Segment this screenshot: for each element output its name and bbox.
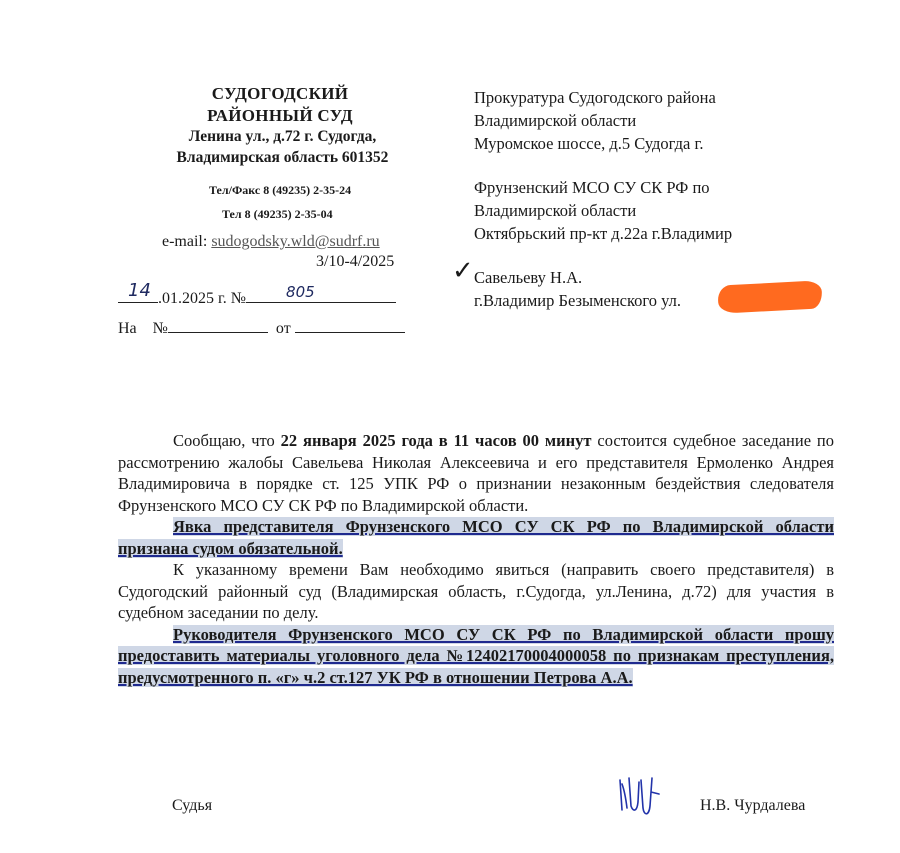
date-day-blank [118,280,158,303]
attendance-required-text: Явка представителя Фрунзенского МСО СУ СК РФ по Владимирской области признана судом обязательной. [118,517,834,558]
recipient-investigation [474,176,732,245]
reply-reference-line [118,318,405,338]
recipient-prosecutor-line1: Прокуратура Судогодского района [474,88,716,107]
court-address-line2: Владимирская область 601352 [176,149,389,166]
email-label: e-mail: [162,233,212,250]
recipient-investigation-line1: Фрунзенский МСО СУ СК РФ по [474,178,710,197]
reply-prefix: На [118,320,137,337]
email-link[interactable]: sudogodsky.wld@sudrf.ru [211,233,380,250]
recipient-prosecutor-line2: Владимирской области [474,111,637,130]
handwritten-signature-icon [615,772,665,822]
recipient-applicant-line1: Савельеву Н.А. [474,268,583,287]
reply-number-label: № [152,320,168,337]
handwritten-number: 805 [286,283,315,301]
recipient-applicant-line2: г.Владимир Безыменского ул. [474,291,682,310]
reply-number-blank [168,318,268,333]
court-phone: Тел 8 (49235) 2-35-04 [222,207,333,221]
paragraph-attendance-required [118,516,834,559]
court-name-line1: СУДОГОДСКИЙ [211,84,349,103]
reply-date-blank [295,318,405,333]
judge-name: Н.В. Чурдалева [700,797,806,814]
letter-body [118,430,834,688]
court-address-line1: Ленина ул., д.72 г. Судогда, [188,128,377,145]
court-phone-fax: Тел/Факс 8 (49235) 2-35-24 [209,183,352,197]
reply-from-label: от [275,320,291,337]
p1-rest: состоится судебное заседание по рассмотрению жалобы Савельева Николая Алексеевича и его представителя Ермоленко Андрея Владимировича в порядке ст. 125 УПК РФ о признании незаконным бездействия следователя Фрунзенского МСО СУ СК РФ по Владимирской области. [118,431,834,515]
date-suffix: .01.2025 г. № [158,290,247,307]
redaction-mark [717,280,822,313]
hearing-datetime: 22 января 2025 года в 11 часов 00 минут [280,431,592,450]
materials-request-text: Руководителя Фрунзенского МСО СУ СК РФ по Владимирской области прошу предоставить материалы уголовного дела №12402170004000058 по признакам преступления, предусмотренного п. «г» ч.2 ст.127 УК РФ в отношении Петрова А.А. [118,624,834,687]
recipient-prosecutor [474,86,716,155]
paragraph-appear-instructions: К указанному времени Вам необходимо явиться (направить своего представителя) в Судогодский районный суд (Владимирская область, г.Судогда, ул.Ленина, д.72) для участия в судебном заседании по делу. [118,560,834,622]
paragraph-materials-request [118,624,834,689]
handwritten-day: 14 [128,280,151,301]
outgoing-date-line [118,280,396,308]
check-mark: ✓ [452,256,474,285]
recipient-investigation-line2: Владимирской области [474,201,637,220]
p1-start: Сообщаю, что [173,431,281,450]
paragraph-hearing-notice [118,430,834,516]
court-email [162,233,380,251]
reference-number: 3/10-4/2025 [316,253,395,270]
recipient-applicant [474,266,681,312]
recipient-prosecutor-line3: Муромское шоссе, д.5 Судогда г. [474,134,704,153]
court-name-line2: РАЙОННЫЙ СУД [207,106,353,125]
outgoing-number-blank [246,283,396,303]
recipient-investigation-line3: Октябрьский пр-кт д.22а г.Владимир [474,224,733,243]
signature-title: Судья [172,797,213,814]
